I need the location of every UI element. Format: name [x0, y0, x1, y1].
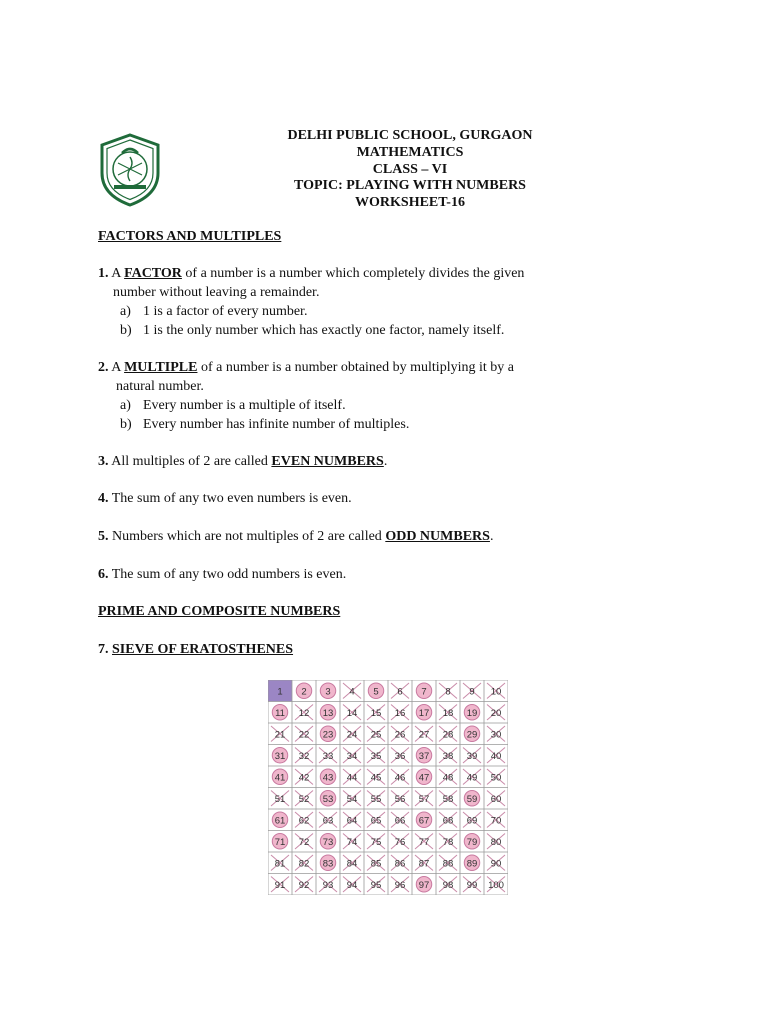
sub-item-label: a) [120, 304, 131, 319]
term-sieve: SIEVE OF ERATOSTHENES [112, 642, 294, 657]
cell-number-85: 85 [370, 858, 382, 870]
sub-item-label: b) [120, 417, 132, 432]
worksheet-title: WORKSHEET-16 [355, 195, 465, 211]
cell-number-55: 55 [370, 793, 382, 805]
cell-number-39: 39 [466, 750, 478, 762]
item-5-line [98, 529, 493, 545]
cell-number-87: 87 [418, 858, 430, 870]
cell-number-30: 30 [490, 729, 502, 741]
cell-number-83: 83 [322, 858, 334, 870]
class-title: CLASS – VI [372, 161, 448, 177]
cell-number-63: 63 [322, 815, 334, 827]
item-2-line [98, 360, 514, 376]
cell-number-35: 35 [370, 750, 382, 762]
school-logo [98, 133, 162, 207]
topic-title: TOPIC: PLAYING WITH NUMBERS [294, 178, 526, 194]
cell-number-11: 11 [275, 707, 285, 719]
sub-item-text: 1 is a factor of every number. [143, 304, 308, 319]
cell-number-92: 92 [298, 879, 310, 891]
cell-number-28: 28 [442, 729, 454, 741]
cell-number-52: 52 [298, 793, 310, 805]
cell-number-64: 64 [346, 815, 358, 827]
term-odd-numbers: ODD NUMBERS [385, 529, 490, 544]
item-text: A [108, 266, 125, 281]
cell-number-84: 84 [346, 858, 358, 870]
cell-number-14: 14 [346, 707, 358, 719]
cell-number-70: 70 [490, 815, 502, 827]
item-number: 2. [98, 360, 109, 375]
cell-number-59: 59 [466, 793, 478, 805]
cell-number-53: 53 [322, 793, 334, 805]
item-text: of a number is a number obtained by multiplying it by a [197, 360, 514, 375]
cell-number-5: 5 [373, 686, 379, 698]
cell-number-78: 78 [442, 836, 454, 848]
item-text: of a number is a number which completely divides the given [181, 266, 525, 281]
item-6-line [98, 567, 346, 583]
item-2-continuation: natural number. [116, 379, 204, 394]
cell-number-99: 99 [466, 879, 478, 891]
cell-number-9: 9 [469, 686, 475, 698]
cell-number-27: 27 [418, 729, 430, 741]
cell-number-66: 66 [394, 815, 406, 827]
cell-number-22: 22 [298, 729, 310, 741]
cell-number-23: 23 [322, 729, 334, 741]
cell-number-65: 65 [370, 815, 382, 827]
cell-number-60: 60 [490, 793, 502, 805]
cell-number-68: 68 [442, 815, 454, 827]
cell-number-15: 15 [370, 707, 382, 719]
item-text: A [108, 360, 125, 375]
item-number: 4. [98, 491, 109, 506]
item-7-line [98, 642, 293, 658]
cell-number-42: 42 [298, 772, 310, 784]
item-text: All multiples of 2 are called [108, 454, 272, 469]
item-4-line [98, 491, 352, 507]
cell-number-79: 79 [466, 836, 478, 848]
cell-number-33: 33 [322, 750, 334, 762]
cell-number-25: 25 [370, 729, 382, 741]
cell-number-89: 89 [466, 858, 478, 870]
cell-number-76: 76 [394, 836, 406, 848]
cell-number-54: 54 [346, 793, 358, 805]
cell-number-29: 29 [466, 729, 478, 741]
cell-number-57: 57 [418, 793, 430, 805]
cell-number-8: 8 [445, 686, 451, 698]
item-text: . [489, 529, 494, 544]
cell-number-18: 18 [442, 707, 454, 719]
cell-number-31: 31 [274, 750, 286, 762]
cell-number-95: 95 [370, 879, 382, 891]
cell-number-16: 16 [394, 707, 406, 719]
cell-number-62: 62 [298, 815, 310, 827]
cell-number-61: 61 [274, 815, 286, 827]
sub-item-label: b) [120, 323, 132, 338]
cell-number-34: 34 [346, 750, 358, 762]
cell-number-46: 46 [394, 772, 406, 784]
cell-number-4: 4 [349, 686, 355, 698]
cell-number-71: 71 [274, 836, 286, 848]
cell-number-19: 19 [466, 707, 478, 719]
cell-number-72: 72 [298, 836, 310, 848]
item-number: 5. [98, 529, 109, 544]
cell-number-80: 80 [490, 836, 502, 848]
cell-number-45: 45 [370, 772, 382, 784]
item-text: The sum of any two even numbers is even. [108, 491, 352, 506]
item-3-line [98, 454, 387, 470]
cell-number-26: 26 [394, 729, 406, 741]
cell-number-41: 41 [274, 772, 286, 784]
term-multiple: MULTIPLE [124, 360, 198, 375]
subject-title: MATHEMATICS [356, 144, 464, 160]
cell-number-56: 56 [394, 793, 406, 805]
cell-number-96: 96 [394, 879, 406, 891]
cell-number-40: 40 [490, 750, 502, 762]
cell-number-88: 88 [442, 858, 454, 870]
term-even-numbers: EVEN NUMBERS [271, 454, 384, 469]
cell-number-73: 73 [322, 836, 334, 848]
cell-number-81: 81 [274, 858, 286, 870]
cell-number-24: 24 [346, 729, 358, 741]
cell-number-3: 3 [325, 686, 331, 698]
section-heading-factors-multiples: FACTORS AND MULTIPLES [98, 229, 282, 244]
school-name: DELHI PUBLIC SCHOOL, GURGAON [287, 128, 533, 143]
cell-number-2: 2 [301, 686, 307, 698]
item-number: 1. [98, 266, 109, 281]
item-text: Numbers which are not multiples of 2 are called [108, 529, 386, 544]
cell-number-86: 86 [394, 858, 406, 870]
cell-number-94: 94 [346, 879, 358, 891]
cell-number-1: 1 [277, 686, 283, 698]
item-text: The sum of any two odd numbers is even. [108, 567, 347, 582]
sub-item-text: Every number has infinite number of multiples. [143, 417, 410, 432]
cell-number-75: 75 [370, 836, 382, 848]
cell-number-17: 17 [418, 707, 430, 719]
sub-item-label: a) [120, 398, 131, 413]
cell-number-98: 98 [442, 879, 454, 891]
sieve-of-eratosthenes-grid [268, 680, 508, 895]
cell-number-36: 36 [394, 750, 406, 762]
term-factor: FACTOR [124, 266, 182, 281]
cell-number-93: 93 [322, 879, 334, 891]
section-heading-prime-composite: PRIME AND COMPOSITE NUMBERS [98, 604, 341, 619]
cell-number-100: 100 [488, 879, 504, 891]
item-number: 7. [98, 642, 109, 657]
cell-number-6: 6 [397, 686, 403, 698]
cell-number-12: 12 [298, 707, 310, 719]
cell-number-91: 91 [274, 879, 286, 891]
cell-number-50: 50 [490, 772, 502, 784]
cell-number-32: 32 [298, 750, 310, 762]
sub-item-text: Every number is a multiple of itself. [143, 398, 346, 413]
item-1-continuation: number without leaving a remainder. [113, 285, 320, 300]
cell-number-43: 43 [322, 772, 334, 784]
cell-number-48: 48 [442, 772, 454, 784]
cell-number-74: 74 [346, 836, 358, 848]
cell-number-82: 82 [298, 858, 310, 870]
item-text: . [383, 454, 388, 469]
cell-number-38: 38 [442, 750, 454, 762]
cell-number-13: 13 [322, 707, 334, 719]
cell-number-77: 77 [418, 836, 430, 848]
cell-number-69: 69 [466, 815, 478, 827]
cell-number-97: 97 [418, 879, 430, 891]
cell-number-7: 7 [421, 686, 427, 698]
cell-number-21: 21 [274, 729, 286, 741]
sub-item-text: 1 is the only number which has exactly one factor, namely itself. [143, 323, 505, 338]
item-1-line [98, 266, 524, 282]
cell-number-58: 58 [442, 793, 454, 805]
worksheet-header [250, 128, 570, 212]
item-number: 6. [98, 567, 109, 582]
cell-number-10: 10 [490, 686, 502, 698]
cell-number-90: 90 [490, 858, 502, 870]
item-number: 3. [98, 454, 109, 469]
cell-number-20: 20 [490, 707, 502, 719]
cell-number-47: 47 [418, 772, 430, 784]
cell-number-49: 49 [466, 772, 478, 784]
cell-number-51: 51 [274, 793, 286, 805]
cell-number-44: 44 [346, 772, 358, 784]
cell-number-37: 37 [418, 750, 430, 762]
cell-number-67: 67 [418, 815, 430, 827]
